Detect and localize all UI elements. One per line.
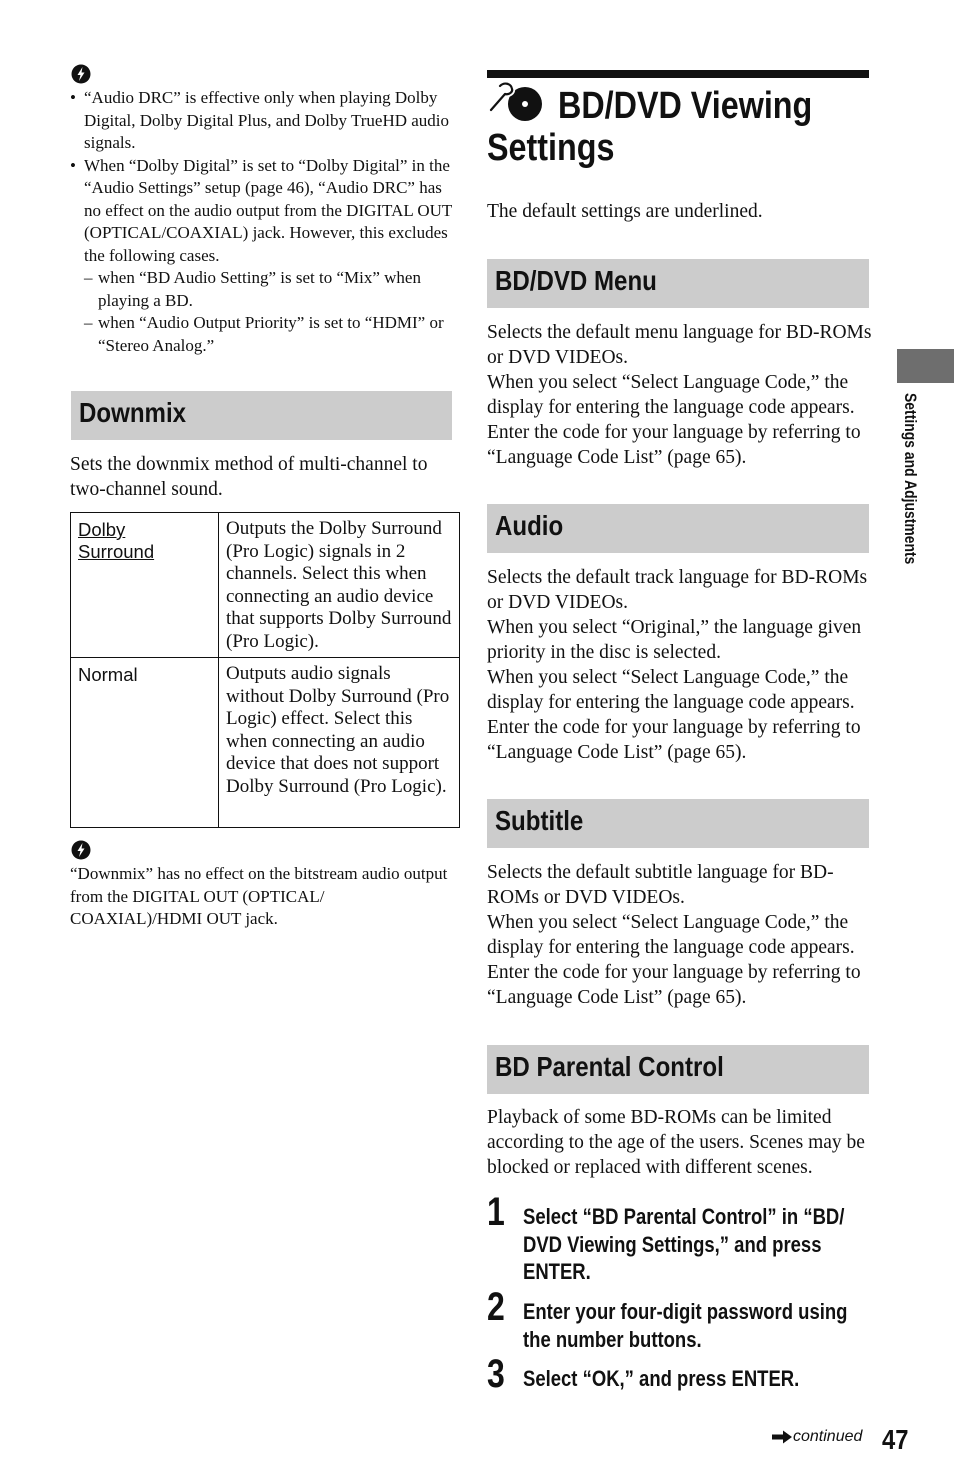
section-header-bd-dvd-menu — [487, 259, 869, 308]
section-text-audio: Selects the default track language for BD-ROMs or DVD VIDEOs. When you select “Original,” the language given priority in the disc is selected. When you select “Select Language Code,” the display for entering the language code appears. Enter the code for your language by referring to “Language Code List” (page 65). — [487, 567, 868, 763]
step-number: 2 — [487, 1285, 505, 1329]
step-text: Select “OK,” and press ENTER. — [523, 1366, 800, 1391]
section-title: Audio — [495, 510, 564, 541]
default-option: Dolby Surround — [78, 519, 155, 562]
continued-label: continued — [793, 1428, 863, 1445]
downmix-options-table — [70, 512, 460, 828]
note-downmix: “Downmix” has no effect on the bitstream audio output from the DIGITAL OUT (OPTICAL/ COAXIAL)/HDMI OUT jack. — [70, 864, 448, 928]
table-row — [71, 513, 460, 658]
option-description: Outputs the Dolby Surround (Pro Logic) signals in 2 channels. Select this when connecting an audio device that supports Dolby Surround (Pro Logic). — [219, 513, 460, 658]
step-number: 3 — [487, 1352, 505, 1396]
note-list-audio-drc — [70, 87, 454, 357]
section-tab — [897, 349, 954, 383]
section-text-subtitle: Selects the default subtitle language for BD-ROMs or DVD VIDEOs. When you select “Select Language Code,” the display for entering the language code appears. Enter the code for your language by referring to “Language Code List” (page 65). — [487, 862, 861, 1008]
section-title: BD Parental Control — [495, 1051, 724, 1082]
arrow-right-icon — [771, 1430, 793, 1444]
section-title: Subtitle — [495, 805, 584, 836]
setup-icon — [487, 80, 545, 122]
step-text: Enter your four-digit password using the number buttons. — [523, 1299, 848, 1352]
section-text-bd-parental-control: Playback of some BD-ROMs can be limited according to the age of the users. Scenes may be blocked or replaced with different scenes. — [487, 1107, 865, 1178]
note-icon — [71, 64, 91, 84]
page-number: 47 — [882, 1424, 909, 1455]
option-name — [71, 513, 219, 658]
table-row — [71, 658, 460, 828]
note-subitem: – when “Audio Output Priority” is set to “HDMI” or “Stereo Analog.” — [70, 312, 454, 357]
section-header-subtitle — [487, 799, 869, 848]
page-title-line2: Settings — [487, 127, 615, 169]
note-subitem: – when “BD Audio Setting” is set to “Mix” when playing a BD. — [70, 267, 454, 312]
step-text: Select “BD Parental Control” in “BD/ DVD Viewing Settings,” and press ENTER. — [523, 1204, 845, 1284]
page-title-line1: BD/DVD Viewing — [558, 85, 813, 127]
section-title: Downmix — [79, 397, 187, 428]
section-header-bd-parental-control — [487, 1045, 869, 1094]
section-header-downmix — [71, 391, 452, 440]
option-description: Outputs audio signals without Dolby Surround (Pro Logic) effect. Select this when connecting an audio device that does not support Dolby Surround (Pro Logic). — [219, 658, 460, 828]
intro-text: The default settings are underlined. — [487, 201, 763, 222]
option-name: Normal — [71, 658, 219, 828]
title-rule — [487, 70, 869, 78]
step-number: 1 — [487, 1190, 505, 1234]
note-item: • “Audio DRC” is effective only when playing Dolby Digital, Dolby Digital Plus, and Dolby TrueHD audio signals. — [70, 87, 454, 155]
note-item: • When “Dolby Digital” is set to “Dolby Digital” in the “Audio Settings” setup (page 46), “Audio DRC” has no effect on the audio output from the DIGITAL OUT (OPTICAL/COAXIAL) jack. However, this excludes the following cases. — [70, 155, 454, 268]
note-icon — [71, 840, 91, 860]
section-label: Settings and Adjustments — [901, 393, 920, 565]
downmix-description: Sets the downmix method of multi-channel to two-channel sound. — [70, 454, 428, 500]
section-title: BD/DVD Menu — [495, 265, 657, 296]
section-text-bd-dvd-menu: Selects the default menu language for BD-ROMs or DVD VIDEOs. When you select “Select Language Code,” the display for entering the language code appears. Enter the code for your language by referring to “Language Code List” (page 65). — [487, 322, 872, 468]
section-header-audio — [487, 504, 869, 553]
